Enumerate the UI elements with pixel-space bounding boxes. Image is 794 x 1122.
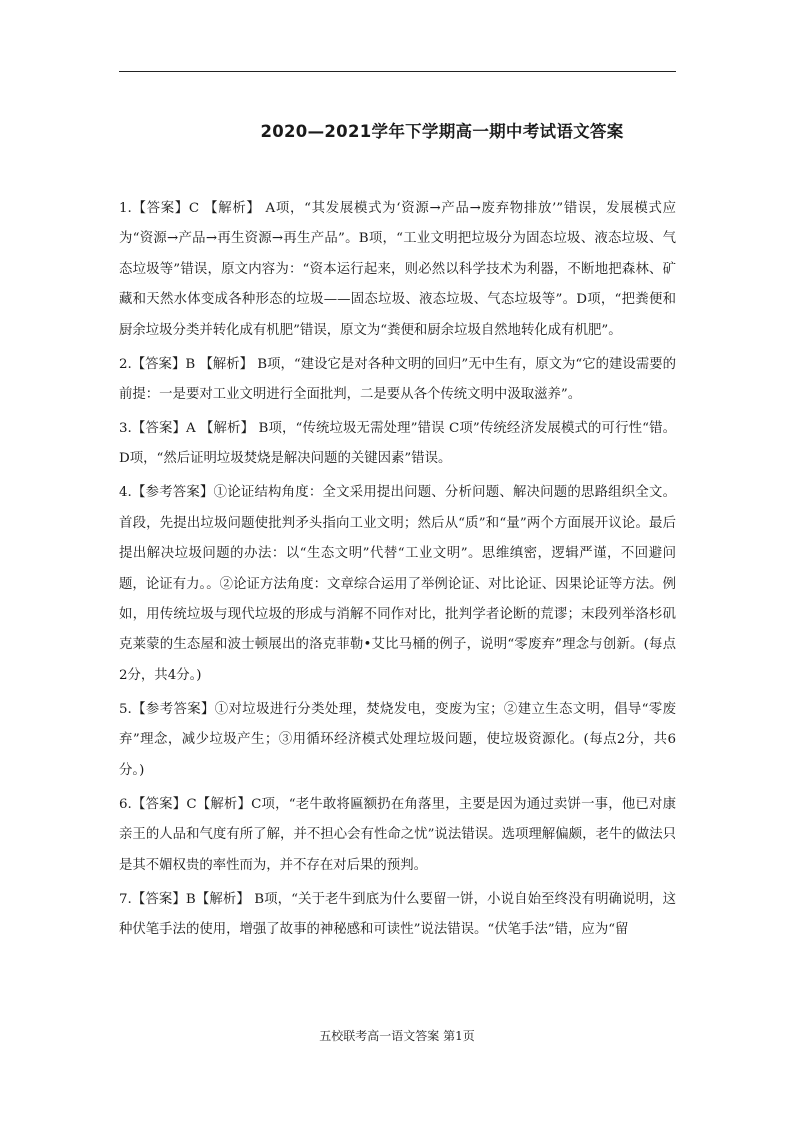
document-title: 2020—2021学年下学期高一期中考试语文答案 — [260, 122, 624, 141]
answer-item-4: 4.【参考答案】①论证结构角度：全文采用提出问题、分析问题、解决问题的思路组织全文。首段，先提出垃圾问题使批判矛头指向工业文明；然后从“质”和“量”两个方面展开议论。最后提出解决垃圾问题的办法：以“生态文明”代替“工业文明”。思维缜密，逻辑严谨，不回避问题，论证有力。。②论证方法角度：文章综合运用了举例论证、对比论证、因果论证等方法。例如，用传统垃圾与现代垃圾的形成与消解不同作对比，批判学者论断的荒谬；末段列举洛杉矶克莱蒙的生态屋和波士顿展出的洛克菲勒•艾比马桶的例子，说明“零废弃”理念与创新。(每点2分，共4分。) — [119, 485, 676, 683]
answer-item-6: 6.【答案】C【解析】C项，“老牛敢将匾额扔在角落里，主要是因为通过卖饼一事，他已对康亲王的人品和气度有所了解，并不担心会有性命之忧”说法错误。选项理解偏颇，老牛的做法只是其不媚权贵的率性而为，并不存在对后果的预判。 — [119, 796, 676, 873]
answer-item-5: 5.【参考答案】①对垃圾进行分类处理，焚烧发电，变废为宝；②建立生态文明，倡导“零废弃”理念，减少垃圾产生；③用循环经济模式处理垃圾问题，使垃圾资源化。(每点2分，共6分。) — [119, 701, 676, 778]
answer-list — [119, 194, 676, 949]
answer-item-2: 2.【答案】B 【解析】 B项，“建设它是对各种文明的回归”无中生有，原文为“它的建设需要的前提：一是要对工业文明进行全面批判，二是要从各个传统文明中汲取滋养”。 — [119, 356, 676, 403]
header-rule — [119, 71, 676, 72]
answer-item-3: 3.【答案】A 【解析】 B项，“传统垃圾无需处理”错误 C项”传统经济发展模式的可行性“错。D项，“然后证明垃圾焚烧是解决问题的关键因素”错误。 — [119, 421, 676, 467]
answer-item-7: 7.【答案】B【解析】 B项，“关于老牛到底为什么要留一饼，小说自始至终没有明确说明，这种伏笔手法的使用，增强了故事的神秘感和可读性”说法错误。“伏笔手法”错，应为“留 — [119, 891, 676, 937]
answer-item-1: 1.【答案】C 【解析】 A项，“其发展模式为‘资源→产品→废弃物排放’”错误，发展模式应为“资源→产品→再生资源→再生产品”。B项，“工业文明把垃圾分为固态垃圾、液态垃圾、气态垃圾等”错误，原文内容为：“资本运行起来，则必然以科学技术为利器，不断地把森林、矿藏和天然水体变成各种形态的垃圾——固态垃圾、液态垃圾、气态垃圾等”。D项，“把粪便和厨余垃圾分类并转化成有机肥”错误，原文为“粪便和厨余垃圾自然地转化成有机肥”。 — [119, 201, 676, 338]
page-footer: 五校联考高一语文答案 第1页 — [319, 1029, 475, 1043]
